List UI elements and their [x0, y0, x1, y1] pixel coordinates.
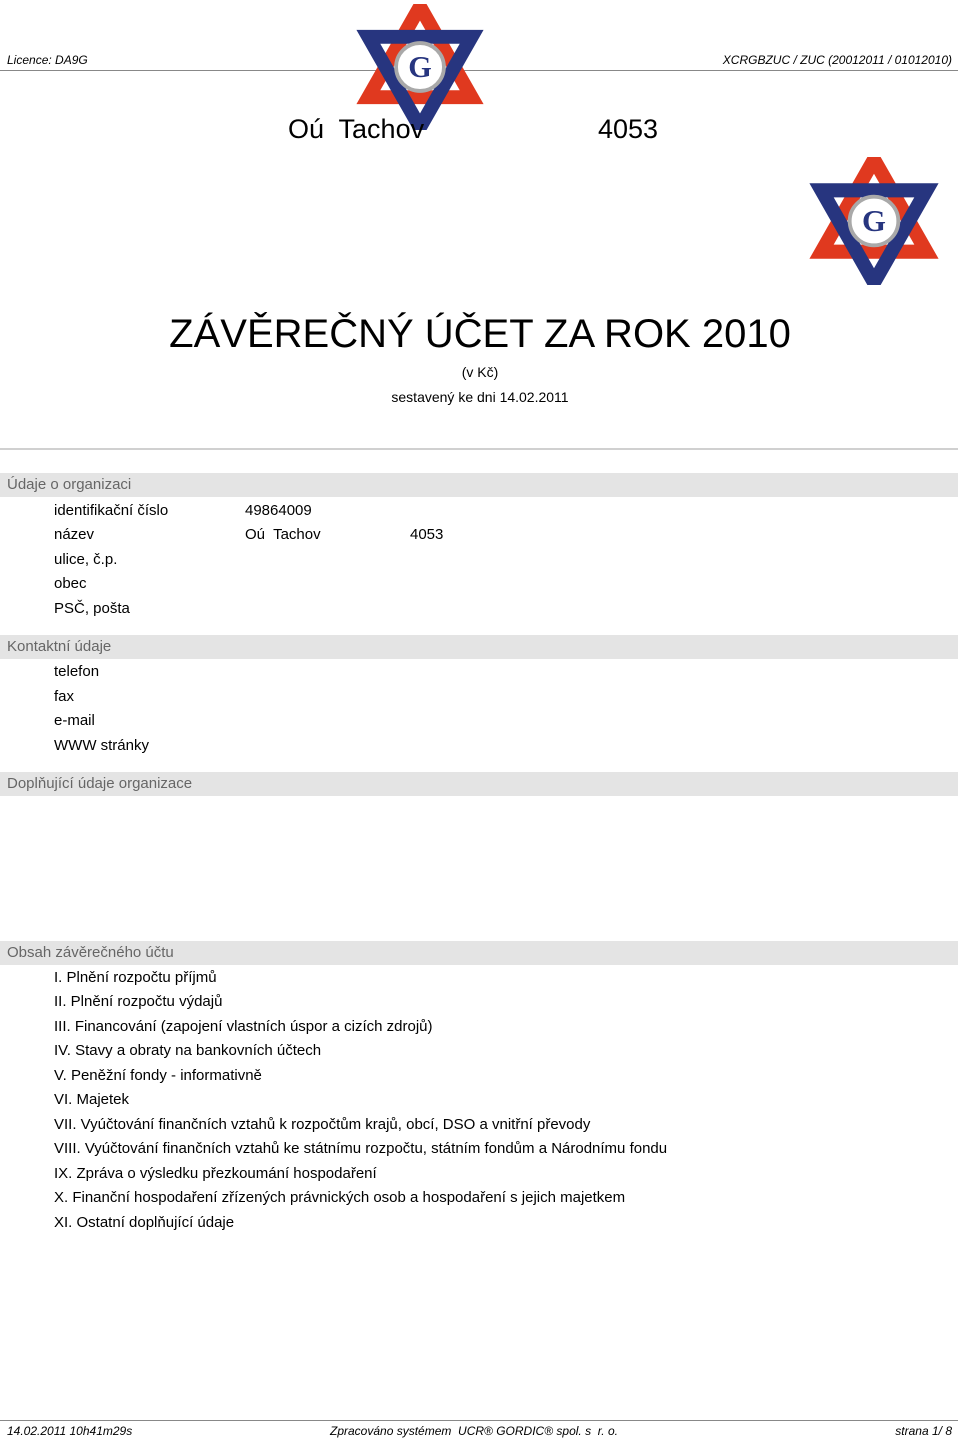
- label-name: název: [54, 526, 95, 543]
- section-supplementary: [0, 772, 958, 796]
- toc-item: X. Finanční hospodaření zřízených právnických osob a hospodaření s jejich majetkem: [54, 1189, 626, 1206]
- section-organization-heading: Údaje o organizaci: [7, 476, 132, 493]
- label-street: ulice, č.p.: [54, 551, 118, 568]
- toc-item: IV. Stavy a obraty na bankovních účtech: [54, 1042, 322, 1059]
- logo-right-letter: G: [862, 204, 886, 239]
- footer-processed-by: Zpracováno systémem UCR® GORDIC® spol. s r. o.: [330, 1424, 618, 1438]
- section-contacts: [0, 635, 958, 659]
- value-id-number: 49864009: [245, 502, 312, 519]
- label-postal: PSČ, pošta: [54, 600, 130, 617]
- organization-number: 4053: [598, 114, 659, 144]
- logo-letter: G: [408, 50, 432, 85]
- label-email: e-mail: [54, 712, 95, 729]
- toc-item: VIII. Vyúčtování finančních vztahů ke státnímu rozpočtu, státním fondům a Národnímu fondu: [54, 1140, 668, 1157]
- section-supplementary-heading: Doplňující údaje organizace: [7, 775, 193, 792]
- value-name-number: 4053: [410, 526, 444, 543]
- footer-page-number: strana 1/ 8: [895, 1424, 952, 1438]
- organization-name: Oú Tachov: [288, 114, 425, 144]
- toc-item: VII. Vyúčtování finančních vztahů k rozpočtům krajů, obcí, DSO a vnitřní převody: [54, 1116, 591, 1133]
- gordic-logo-icon: [355, 4, 485, 130]
- section-contacts-heading: Kontaktní údaje: [7, 638, 112, 655]
- toc-item: IX. Zpráva o výsledku přezkoumání hospodaření: [54, 1165, 377, 1182]
- label-municipality: obec: [54, 575, 87, 592]
- label-fax: fax: [54, 688, 75, 705]
- gordic-logo-right-icon: [808, 157, 940, 285]
- footer-timestamp: 14.02.2011 10h41m29s: [7, 1424, 133, 1438]
- toc-item: II. Plnění rozpočtu výdajů: [54, 993, 223, 1010]
- section-contents-heading: Obsah závěrečného účtu: [7, 944, 174, 961]
- value-name: Oú Tachov: [245, 526, 321, 543]
- label-id-number: identifikační číslo: [54, 502, 169, 519]
- section-contents: [0, 941, 958, 965]
- toc-item: V. Peněžní fondy - informativně: [54, 1067, 262, 1084]
- title-divider: [0, 448, 958, 450]
- label-phone: telefon: [54, 663, 100, 680]
- footer-divider: [0, 1420, 958, 1421]
- toc-item: VI. Majetek: [54, 1091, 130, 1108]
- document-code: XCRGBZUC / ZUC (20012011 / 01012010): [722, 53, 952, 67]
- document-title: ZÁVĚREČNÝ ÚČET ZA ROK 2010: [169, 312, 791, 356]
- toc-item: III. Financování (zapojení vlastních úspor a cizích zdrojů): [54, 1018, 433, 1035]
- toc-item: XI. Ostatní doplňující údaje: [54, 1214, 235, 1231]
- toc-item: I. Plnění rozpočtu příjmů: [54, 969, 217, 986]
- section-organization: [0, 473, 958, 497]
- currency-unit: (v Kč): [461, 364, 499, 380]
- compiled-date: sestavený ke dni 14.02.2011: [391, 389, 569, 405]
- licence-text: Licence: DA9G: [7, 53, 88, 67]
- label-website: WWW stránky: [54, 737, 149, 754]
